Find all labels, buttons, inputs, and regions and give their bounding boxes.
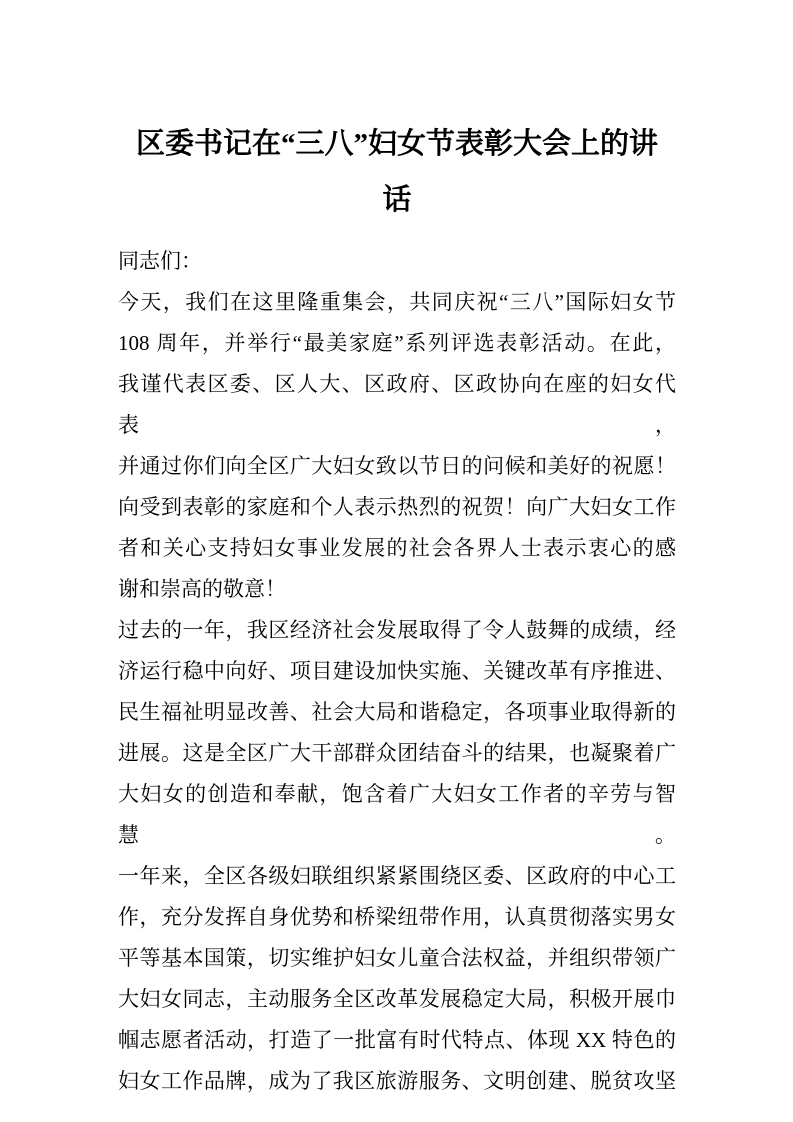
title-line: 话 [382,184,412,216]
text-line: 今天，我们在这里隆重集会，共同庆祝“三八”国际妇女节 [118,290,676,314]
text-line: 进展。这是全区广大干部群众团结奋斗的结果，也凝聚着广 [118,741,676,765]
text-line: 大妇女的创造和奉献，饱含着广大妇女工作者的辛劳与智慧。 [118,782,676,847]
text-line: 帼志愿者活动，打造了一批富有时代特点、体现 XX 特色的 [118,1028,676,1052]
text-line: 同志们： [118,249,202,273]
text-line: 平等基本国策，切实维护妇女儿童合法权益，并组织带领广 [118,946,676,970]
text-line: 108 周年，并举行“最美家庭”系列评选表彰活动。在此， [118,331,676,355]
text-line: 济运行稳中向好、项目建设加快实施、关键改革有序推进、 [118,659,676,683]
title-line: 区委书记在“三八”妇女节表彰大会上的讲 [135,128,658,160]
text-line: 我谨代表区委、区人大、区政府、区政协向在座的妇女代表， [118,372,676,437]
text-line: 大妇女同志，主动服务全区改革发展稳定大局，积极开展巾 [118,987,676,1011]
text-line: 者和关心支持妇女事业发展的社会各界人士表示衷心的感 [118,536,676,560]
text-line: 作，充分发挥自身优势和桥梁纽带作用，认真贯彻落实男女 [118,905,676,929]
text-line: 妇女工作品牌，成为了我区旅游服务、文明创建、脱贫攻坚 [118,1069,676,1093]
text-line: 一年来，全区各级妇联组织紧紧围绕区委、区政府的中心工 [118,864,676,888]
text-line: 过去的一年，我区经济社会发展取得了令人鼓舞的成绩，经 [118,618,676,642]
text-line: 向受到表彰的家庭和个人表示热烈的祝贺！向广大妇女工作 [118,495,676,519]
text-line: 民生福祉明显改善、社会大局和谐稳定，各项事业取得新的 [118,700,676,724]
text-line: 谢和崇高的敬意！ [118,577,286,601]
text-line: 并通过你们向全区广大妇女致以节日的问候和美好的祝愿！ [118,454,676,478]
document-body [118,241,676,1102]
document-title [118,116,676,228]
